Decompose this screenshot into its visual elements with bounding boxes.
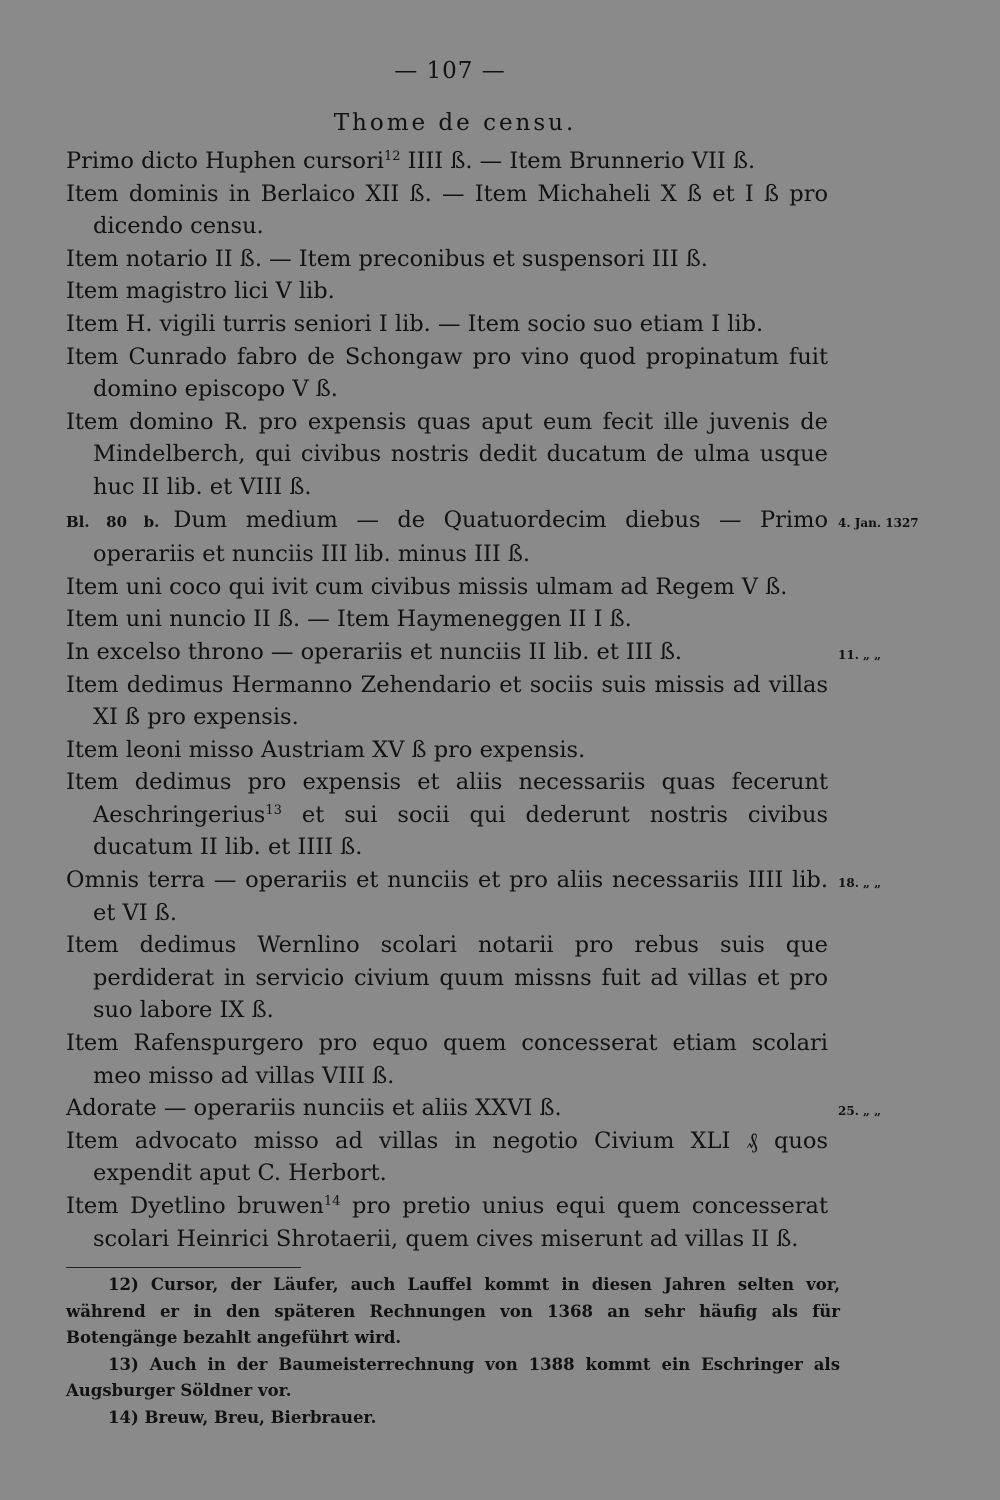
entry-text: Item Cunrado fabro de Schongaw pro vino quod propinatum fuit domino episcopo V ß. <box>66 343 828 403</box>
entry-text: Item uni nuncio II ß. — Item Haymeneggen II I ß. <box>66 606 632 633</box>
entry-text: Item Rafenspurgero pro equo quem concesserat etiam scolari meo misso ad villas VIII ß. <box>66 1030 828 1089</box>
entry-text: Item Dyetlino bruwen <box>66 1193 324 1219</box>
ledger-entry <box>66 308 828 341</box>
ledger-entry <box>66 243 828 276</box>
page-number: — 107 — <box>394 58 506 84</box>
entry-text-continued: et sui socii qui dederunt nostris civibus ducatum II lib. et IIII ß. <box>93 801 828 861</box>
footnote-ref: 12 <box>383 149 401 164</box>
ledger-entry <box>66 145 828 178</box>
folio-marker: Bl. 80 b. <box>66 512 160 531</box>
ledger-entry <box>66 766 828 864</box>
entry-text: In excelso throno — operariis et nunciis II lib. et III ß. <box>66 638 683 665</box>
ledger-entry <box>66 341 828 406</box>
ledger-entry <box>66 1190 828 1255</box>
ledger-entry <box>66 275 828 308</box>
ledger-entry <box>66 406 828 504</box>
entry-text: Adorate — operariis nunciis et aliis XXVI ß. <box>66 1095 562 1122</box>
footnote: 13) Auch in der Baumeisterrechnung von 1388 kommt ein Eschringer als Augsburger Söldner vor. <box>66 1354 840 1400</box>
entry-text: Item dedimus pro expensis et aliis necessariis quas fecerunt Aeschringerius <box>66 769 828 828</box>
footnote: 14) Breuw, Breu, Bierbrauer. <box>108 1407 377 1427</box>
footnote: 12) Cursor, der Läufer, auch Lauffel kommt in diesen Jahren selten vor, während er in den späteren Rechnungen von 1368 an sehr häufig als für Botengänge bezahlt angeführt wird. <box>66 1275 840 1347</box>
ledger-entries <box>66 145 919 1255</box>
footnote-ref: 13 <box>265 802 282 818</box>
ledger-entry <box>66 864 882 929</box>
entry-text-continued: IIII ß. — Item Brunnerio VII ß. <box>400 148 756 174</box>
entry-text-continued: pro pretio unius equi quem concesserat scolari Heinrici Shrotaerii, quem cives miserunt ad villas II ß. <box>93 1193 829 1252</box>
entry-text: Item magistro lici V lib. <box>66 278 335 305</box>
ledger-entry <box>66 571 828 604</box>
margin-date: 11. „ „ <box>838 647 882 662</box>
footnotes <box>66 1272 840 1431</box>
ledger-entry <box>66 734 828 767</box>
ledger-entry <box>66 1092 882 1125</box>
entry-text: Primo dicto Huphen cursori <box>66 148 384 174</box>
entry-text: Item domino R. pro expensis quas aput eum fecit ille juvenis de Mindelberch, qui civibus nostris dedit ducatum de ulma usque huc II lib. et VIII ß. <box>66 408 828 500</box>
entry-text: Item dominis in Berlaico XII ß. — Item Michaheli X ß et I ß pro dicendo censu. <box>66 180 828 240</box>
entry-text: Item dedimus Wernlino scolari notarii pro rebus suis que perdiderat in servicio civium quum missns fuit ad villas et pro suo labore IX ß. <box>66 932 828 1024</box>
ledger-entry <box>66 1027 828 1092</box>
entry-text: Item advocato misso ad villas in negotio Civium XLI ₰ quos expendit aput C. Herbort. <box>66 1127 828 1187</box>
entry-text: Item leoni misso Austriam XV ß pro expensis. <box>66 736 586 763</box>
margin-date: 25. „ „ <box>838 1104 882 1119</box>
entry-text: Item H. vigili turris seniori I lib. — Item socio suo etiam I lib. <box>66 310 764 337</box>
entry-text: Omnis terra — operariis et nunciis et pro aliis necessariis IIII lib. et VI ß. <box>66 867 828 926</box>
footnote-ref: 14 <box>323 1194 341 1209</box>
entry-text: Item notario II ß. — Item preconibus et suspensori III ß. <box>66 245 708 272</box>
ledger-entry <box>66 504 919 571</box>
ledger-entry <box>66 669 828 734</box>
ledger-entry <box>66 603 828 636</box>
entry-text: Dum medium — de Quatuordecim diebus — Primo operariis et nunciis III lib. minus III ß. <box>93 506 828 568</box>
entry-text: Item dedimus Hermanno Zehendario et sociis suis missis ad villas XI ß pro expensis. <box>66 671 828 731</box>
ledger-entry <box>66 178 828 243</box>
margin-date: 18. „ „ <box>838 876 882 891</box>
footnote-divider <box>66 1267 301 1268</box>
section-heading: Thome de censu. <box>333 110 577 136</box>
ledger-entry <box>66 636 882 669</box>
entry-text: Item uni coco qui ivit cum civibus missis ulmam ad Regem V ß. <box>66 573 788 600</box>
ledger-entry <box>66 929 828 1027</box>
ledger-entry <box>66 1125 828 1190</box>
margin-date: 4. Jan. 1327 <box>838 515 919 530</box>
